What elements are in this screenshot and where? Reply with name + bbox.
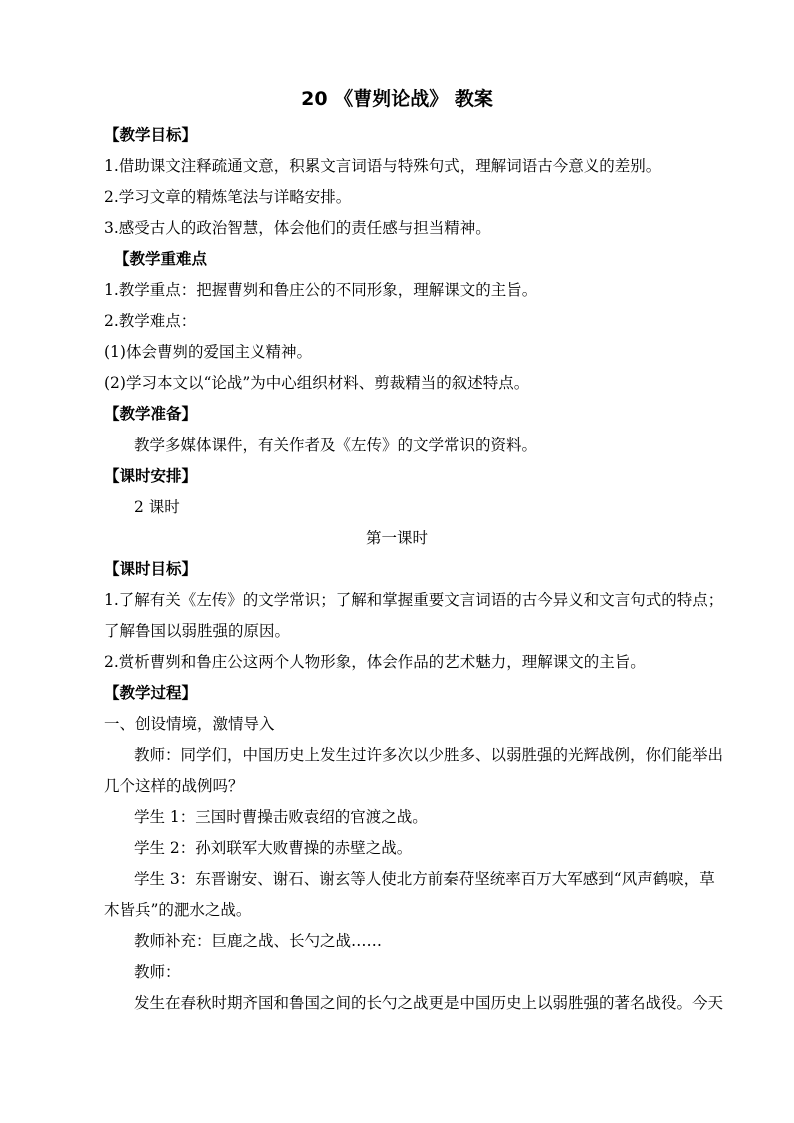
process-line: 学生 3：东晋谢安、谢石、谢玄等人使北方前秦苻坚统率百万大军感到“风声鹤唳，草	[134, 870, 715, 888]
document-title: 20 《曹刿论战》 教案	[301, 88, 493, 110]
process-heading: 【教学过程】	[104, 684, 198, 702]
objective-item: 1.借助课文注释疏通文意，积累文言词语与特殊句式，理解词语古今意义的差别。	[104, 157, 662, 175]
objectives-heading: 【教学目标】	[104, 126, 198, 144]
preparation-text: 教学多媒体课件，有关作者及《左传》的文学常识的资料。	[134, 436, 538, 454]
process-line: 学生 1：三国时曹操击败袁绍的官渡之战。	[134, 808, 428, 826]
process-line: 木皆兵”的淝水之战。	[104, 901, 252, 919]
schedule-text: 2 课时	[134, 498, 180, 516]
process-line: 一、创设情境，激情导入	[104, 715, 275, 733]
process-line: 几个这样的战例吗？	[104, 777, 244, 795]
lesson-goal-item: 2.赏析曹刿和鲁庄公这两个人物形象，体会作品的艺术魅力，理解课文的主旨。	[104, 653, 646, 671]
lesson-goal-item: 1.了解有关《左传》的文学常识；了解和掌握重要文言词语的古今异义和文言句式的特点；	[104, 591, 724, 609]
process-line: 教师：	[134, 963, 181, 981]
objective-item: 2.学习文章的精炼笔法与详略安排。	[104, 188, 352, 206]
key-point-item: (1)体会曹刿的爱国主义精神。	[104, 343, 312, 361]
key-point-item: 2.教学难点：	[104, 312, 197, 330]
process-line: 发生在春秋时期齐国和鲁国之间的长勺之战更是中国历史上以弱胜强的著名战役。今天	[134, 994, 724, 1012]
process-line: 教师：同学们，中国历史上发生过许多次以少胜多、以弱胜强的光辉战例，你们能举出	[134, 746, 724, 764]
preparation-heading: 【教学准备】	[104, 405, 198, 423]
lesson-goal-item: 了解鲁国以弱胜强的原因。	[104, 622, 291, 640]
key-points-heading: 【教学重难点	[114, 250, 208, 268]
schedule-heading: 【课时安排】	[104, 467, 198, 485]
objective-item: 3.感受古人的政治智慧，体会他们的责任感与担当精神。	[104, 219, 491, 237]
key-point-item: 1.教学重点：把握曹刿和鲁庄公的不同形象，理解课文的主旨。	[104, 281, 538, 299]
key-point-item: (2)学习本文以“论战”为中心组织材料、剪裁精当的叙述特点。	[104, 374, 530, 392]
lesson-one-title: 第一课时	[365, 529, 428, 547]
process-line: 教师补充：巨鹿之战、长勺之战……	[134, 932, 383, 950]
lesson-goals-heading: 【课时目标】	[104, 560, 198, 578]
process-line: 学生 2：孙刘联军大败曹操的赤壁之战。	[134, 839, 413, 857]
